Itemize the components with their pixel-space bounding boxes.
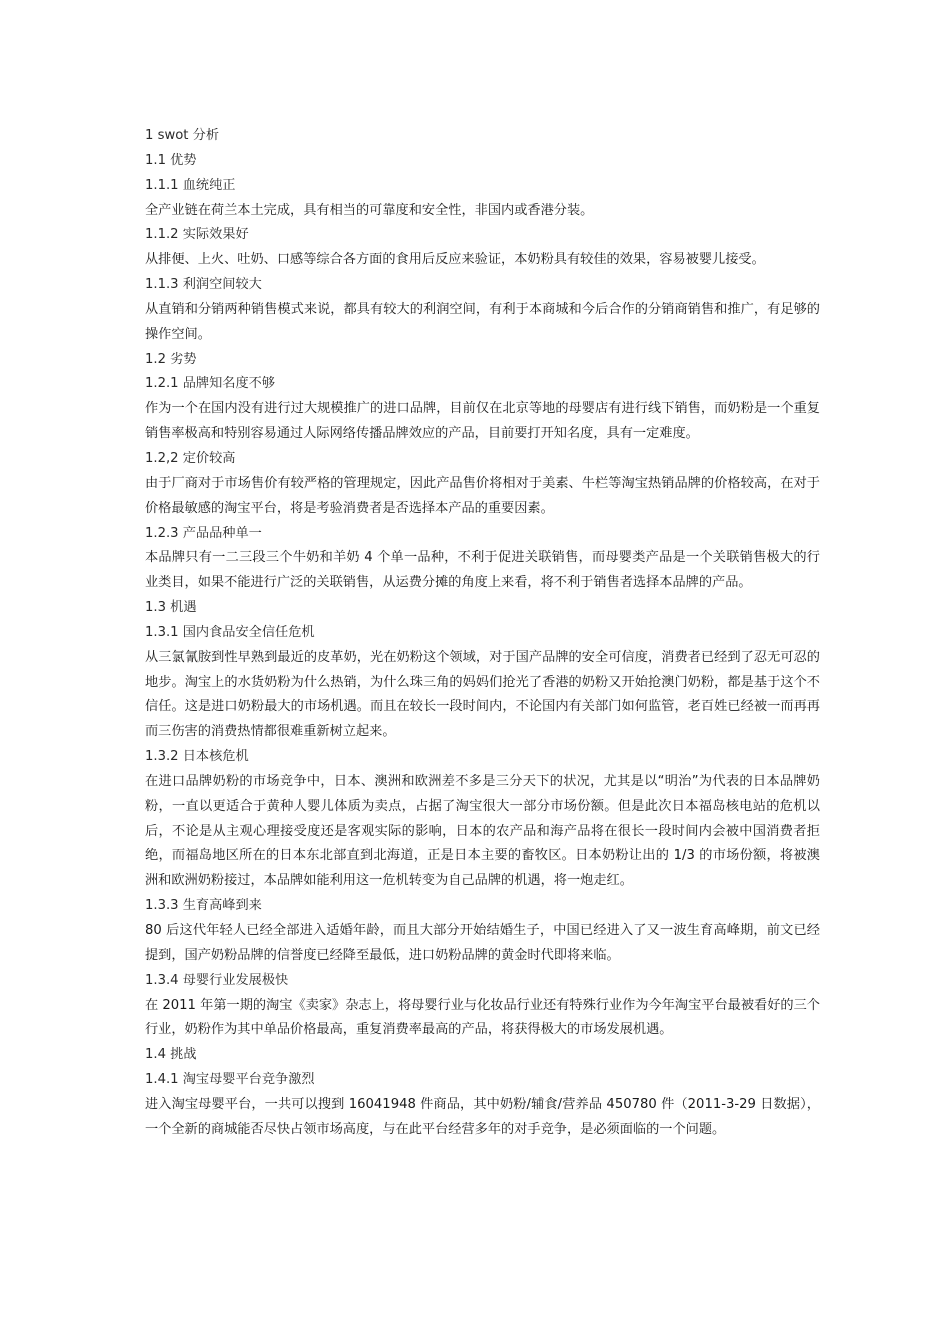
para-1-2-3: 本品牌只有一二三段三个牛奶和羊奶 4 个单一品种，不利于促进关联销售，而母婴类产品是一个关联销售极大的行业类目，如果不能进行广泛的关联销售，从运费分摊的角度上来看，将不利于销售者选择本品牌的产品。 [145,550,820,591]
heading-1-3: 1.3 机遇 [145,600,197,616]
para-1-3-3: 80 后这代年轻人已经全部进入适婚年龄，而且大部分开始结婚生子，中国已经进入了又一波生育高峰期，前文已经提到，国产奶粉品牌的信誉度已经降至最低，进口奶粉品牌的黄金时代即将来临。 [145,923,820,963]
heading-1-3-1: 1.3.1 国内食品安全信任危机 [145,624,315,640]
heading-1-2-2: 1.2,2 定价较高 [145,450,236,466]
heading-1-1-1: 1.1.1 血统纯正 [145,177,236,193]
para-1-1-2: 从排便、上火、吐奶、口感等综合各方面的食用后反应来验证，本奶粉具有较佳的效果，容易被婴儿接受。 [145,252,765,268]
heading-1-4: 1.4 挑战 [145,1047,197,1063]
para-1-2-1: 作为一个在国内没有进行过大规模推广的进口品牌，目前仅在北京等地的母婴店有进行线下销售，而奶粉是一个重复销售率极高和特别容易通过人际网络传播品牌效应的产品，目前要打开知名度，具有一定难度。 [145,401,820,442]
heading-1-3-2: 1.3.2 日本核危机 [145,749,249,765]
para-1-3-2: 在进口品牌奶粉的市场竞争中，日本、澳洲和欧洲差不多是三分天下的状况，尤其是以“明治”为代表的日本品牌奶粉，一直以更适合于黄种人婴儿体质为卖点，占据了淘宝很大一部分市场份额。但是此次日本福岛核电站的危机以后，不论是从主观心理接受度还是客观实际的影响，日本的农产品和海产品将在很长一段时间内会被中国消费者拒绝，而福岛地区所在的日本东北部直到北海道，正是日本主要的畜牧区。日本奶粉让出的 1/3 的市场份额，将被澳洲和欧洲奶粉接过，本品牌如能利用这一危机转变为自己品牌的机遇，将一炮走红。 [145,773,820,889]
heading-1-1-3: 1.1.3 利润空间较大 [145,277,262,293]
heading-1-2-3: 1.2.3 产品品种单一 [145,525,262,541]
heading-1-1-2: 1.1.2 实际效果好 [145,227,249,243]
para-1-3-4: 在 2011 年第一期的淘宝《卖家》杂志上，将母婴行业与化妆品行业还有特殊行业作为今年淘宝平台最被看好的三个行业，奶粉作为其中单品价格最高，重复消费率最高的产品，将获得极大的市场发展机遇。 [145,997,820,1038]
heading-1-4-1: 1.4.1 淘宝母婴平台竞争激烈 [145,1072,315,1088]
para-1-2-2: 由于厂商对于市场售价有较严格的管理规定，因此产品售价将相对于美素、牛栏等淘宝热销品牌的价格较高，在对于价格最敏感的淘宝平台，将是考验消费者是否选择本产品的重要因素。 [145,475,820,516]
para-1-1-1: 全产业链在荷兰本土完成，具有相当的可靠度和安全性，非国内或香港分装。 [145,202,594,218]
heading-1-1: 1.1 优势 [145,152,197,168]
heading-1-2-1: 1.2.1 品牌知名度不够 [145,376,276,392]
heading-1: 1 swot 分析 [145,128,220,143]
heading-1-2: 1.2 劣势 [145,351,197,367]
document-page [145,124,820,1143]
para-1-3-1: 从三氯氰胺到性早熟到最近的皮革奶，光在奶粉这个领域，对于国产品牌的安全可信度，消费者已经到了忍无可忍的地步。淘宝上的水货奶粉为什么热销，为什么珠三角的妈妈们抢光了香港的奶粉又开始抢澳门奶粉，都是基于这个不信任。这是进口奶粉最大的市场机遇。而且在较长一段时间内，不论国内有关部门如何监管，老百姓已经被一而再再而三伤害的消费热情都很难重新树立起来。 [145,649,820,740]
heading-1-3-3: 1.3.3 生育高峰到来 [145,898,262,914]
para-1-1-3: 从直销和分销两种销售模式来说，都具有较大的利润空间，有利于本商城和今后合作的分销商销售和推广，有足够的操作空间。 [145,301,820,342]
para-1-4-1: 进入淘宝母婴平台，一共可以搜到 16041948 件商品，其中奶粉/辅食/营养品 450780 件（2011-3-29 日数据），一个全新的商城能否尽快占领市场高度，与在此平台经营多年的对手竞争，是必须面临的一个问题。 [145,1096,820,1137]
heading-1-3-4: 1.3.4 母婴行业发展极快 [145,972,289,988]
